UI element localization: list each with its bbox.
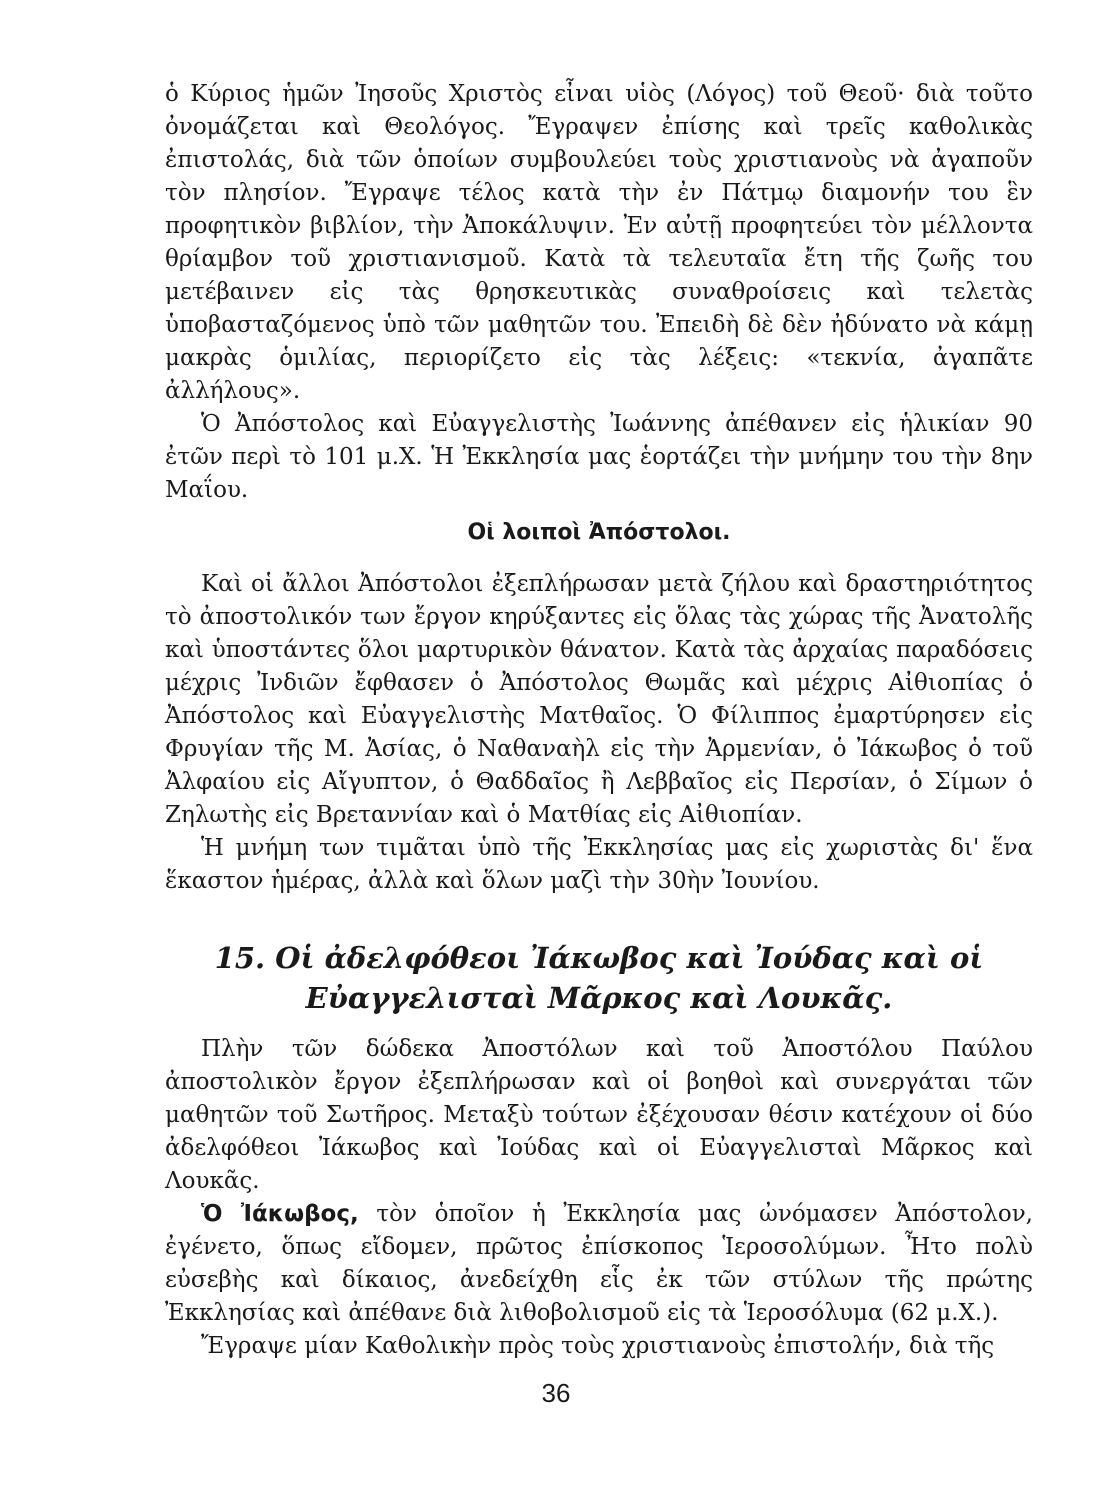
section-title <box>165 938 1033 1018</box>
intro-paragraph-1: ὁ Κύριος ἡμῶν Ἰησοῦς Χριστὸς εἶναι υἱὸς (Λόγος) τοῦ Θεοῦ· διὰ τοῦτο ὀνομάζεται καὶ Θεολόγος. Ἔγραψεν ἐπίσης καὶ τρεῖς καθολικὰς ἐπιστολάς, διὰ τῶν ὁποίων συμβουλεύει τοὺς χριστιανοὺς νὰ ἀγαποῦν τὸν πλησίον. Ἔγραψε τέλος κατὰ τὴν ἐν Πάτμῳ διαμονήν του ἓν προφητικὸν βιβλίον, τὴν Ἀποκάλυψιν. Ἐν αὐτῇ προφητεύει τὸν μέλλοντα θρίαμβον τοῦ χριστιανισμοῦ. Κατὰ τὰ τελευταῖα ἔτη τῆς ζωῆς του μετέβαινεν εἰς τὰς θρησκευτικὰς συναθροίσεις καὶ τελετὰς ὑποβασταζόμενος ὑπὸ τῶν μαθητῶν του. Ἐπειδὴ δὲ δὲν ἠδύνατο νὰ κάμῃ μακρὰς ὁμιλίας, περιορίζετο εἰς τὰς λέξεις: «τεκνία, ἀγαπᾶτε ἀλλήλους». <box>165 81 1033 404</box>
section-title-line-2: Εὐαγγελισταὶ Μᾶρκος καὶ Λουκᾶς. <box>305 981 893 1015</box>
section-15-paragraph-2-body: τὸν ὁποῖον ἡ Ἐκκλησία μας ὠνόμασεν Ἀπόστολον, ἐγένετο, ὅπως εἴδομεν, πρῶτος ἐπίσκοπος Ἱεροσολύμων. Ἦτο πολὺ εὐσεβὴς καὶ δίκαιος, ἀνεδείχθη εἷς ἐκ τῶν στύλων τῆς πρώτης Ἐκκλησίας καὶ ἀπέθανε διὰ λιθοβολισμοῦ εἰς τὰ Ἱεροσόλυμα (62 μ.Χ.). <box>165 1201 1033 1326</box>
subheading-other-apostles: Οἱ λοιποὶ Ἀπόστολοι. <box>467 520 731 545</box>
intro-paragraph-2: Ὁ Ἀπόστολος καὶ Εὐαγγελιστὴς Ἰωάννης ἀπέθανεν εἰς ἡλικίαν 90 ἐτῶν περὶ τὸ 101 μ.Χ. Ἡ Ἐκκλησία μας ἑορτάζει τὴν μνήμην του τὴν 8ην Μαΐου. <box>165 411 1033 503</box>
iakovos-bold-lead: Ὁ Ἰάκωβος, <box>201 1201 359 1227</box>
other-apostles-paragraph-1: Καὶ οἱ ἄλλοι Ἀπόστολοι ἐξεπλήρωσαν μετὰ ζήλου καὶ δραστηριότητος τὸ ἀποστολικόν των ἔργον κηρύξαντες εἰς ὅλας τὰς χώρας τῆς Ἀνατολῆς καὶ ὑποστάντες ὅλοι μαρτυρικὸν θάνατον. Κατὰ τὰς ἀρχαίας παραδόσεις μέχρις Ἰνδιῶν ἔφθασεν ὁ Ἀπόστολος Θωμᾶς καὶ μέχρις Αἰθιοπίας ὁ Ἀπόστολος καὶ Εὐαγγελιστὴς Ματθαῖος. Ὁ Φίλιππος ἐμαρτύρησεν εἰς Φρυγίαν τῆς Μ. Ἀσίας, ὁ Ναθαναὴλ εἰς τὴν Ἀρμενίαν, ὁ Ἰάκωβος ὁ τοῦ Ἀλφαίου εἰς Αἴγυπτον, ὁ Θαδδαῖος ἢ Λεββαῖος εἰς Περσίαν, ὁ Σίμων ὁ Ζηλωτὴς εἰς Βρεταννίαν καὶ ὁ Ματθίας εἰς Αἰθιοπίαν. <box>165 571 1033 828</box>
section-15-paragraph-3: Ἔγραψε μίαν Καθολικὴν πρὸς τοὺς χριστιανοὺς ἐπιστολήν, διὰ τῆς <box>201 1333 995 1359</box>
other-apostles-text <box>165 568 1033 898</box>
page-number: 36 <box>541 1378 571 1408</box>
section-15-text <box>165 1033 1033 1363</box>
section-15-paragraph-1: Πλὴν τῶν δώδεκα Ἀποστόλων καὶ τοῦ Ἀποστόλου Παύλου ἀποστολικὸν ἔργον ἐξεπλήρωσαν καὶ οἱ βοηθοὶ καὶ συνεργάται τῶν μαθητῶν τοῦ Σωτῆρος. Μεταξὺ τούτων ἐξέχουσαν θέσιν κατέχουν οἱ δύο ἀδελφόθεοι Ἰάκωβος καὶ Ἰούδας καὶ οἱ Εὐαγγελισταὶ Μᾶρκος καὶ Λουκᾶς. <box>165 1036 1033 1194</box>
intro-text <box>165 78 1033 507</box>
section-15-paragraph-2 <box>165 1198 1033 1330</box>
other-apostles-paragraph-2: Ἡ μνήμη των τιμᾶται ὑπὸ τῆς Ἐκκλησίας μας εἰς χωριστὰς δι' ἕνα ἕκαστον ἡμέρας, ἀλλὰ καὶ ὅλων μαζὶ τὴν 30ὴν Ἰουνίου. <box>165 835 1033 894</box>
section-title-line-1: 15. Οἱ ἀδελφόθεοι Ἰάκωβος καὶ Ἰούδας καὶ οἱ <box>214 941 984 975</box>
